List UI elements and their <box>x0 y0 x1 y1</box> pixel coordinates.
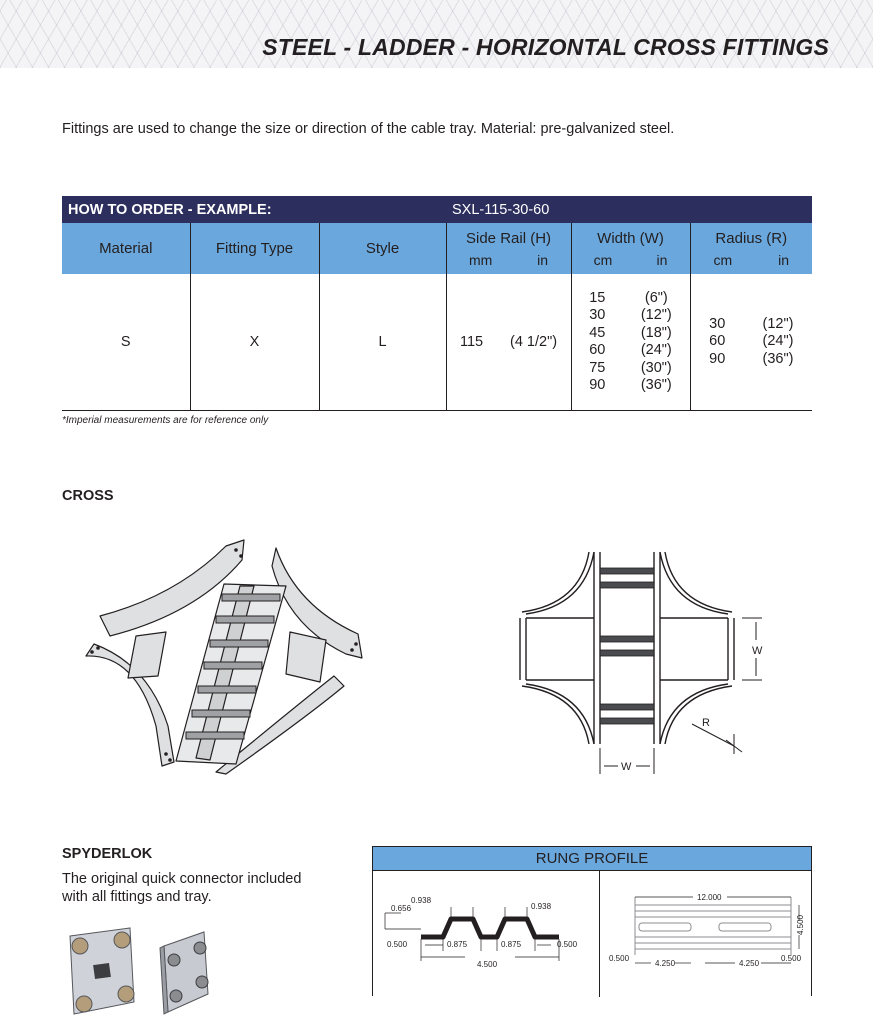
col-width <box>571 223 690 274</box>
col-side-rail-label: Side Rail (H) <box>466 229 552 247</box>
width-in-item: (30") <box>640 359 672 376</box>
col-radius-in: in <box>778 251 790 268</box>
col-side-rail <box>446 223 571 274</box>
plan-r-label: R <box>702 717 710 729</box>
plan-w-right-label: W <box>752 645 763 657</box>
how-to-order-heading: HOW TO ORDER - EXAMPLE: <box>62 196 446 223</box>
radius-in-item: (12") <box>762 315 794 332</box>
value-side-rail <box>446 274 571 411</box>
spyderlok-section-title: SPYDERLOK <box>62 846 153 862</box>
col-width-cm: cm <box>593 251 613 268</box>
col-style: Style <box>319 223 446 274</box>
col-side-rail-mm: mm <box>468 251 493 268</box>
rung-dim-0500-a: 0.500 <box>387 940 408 949</box>
radius-in-item: (24") <box>762 333 794 350</box>
how-to-order-table <box>62 196 812 411</box>
rung-profile-divider <box>599 871 600 997</box>
width-cm-item: 45 <box>589 324 606 341</box>
rung-dim-0656: 0.656 <box>391 904 412 913</box>
rung-plan-dim-0500-b: 0.500 <box>781 954 802 963</box>
value-style: L <box>319 274 446 411</box>
cross-section-title: CROSS <box>62 488 114 504</box>
width-in-item: (6") <box>644 289 668 306</box>
rung-dim-0875-a: 0.875 <box>447 940 468 949</box>
value-width <box>571 274 690 411</box>
cross-plan-drawing <box>514 548 764 778</box>
radius-cm-list <box>709 316 725 369</box>
rung-dim-0875-b: 0.875 <box>501 940 522 949</box>
spyderlok-description: The original quick connector included with all fittings and tray. <box>62 871 302 905</box>
width-in-item: (12") <box>640 307 672 323</box>
cross-isometric-drawing <box>76 536 366 776</box>
how-to-order-header-row <box>62 196 812 223</box>
rung-plan-dim-0500-a: 0.500 <box>609 954 630 963</box>
rung-profile-title: RUNG PROFILE <box>373 847 811 871</box>
width-in-list <box>641 290 672 395</box>
rung-profile-section-drawing <box>381 879 593 989</box>
width-cm-item: 75 <box>589 359 606 376</box>
plan-w-bottom-label: W <box>621 761 632 773</box>
col-width-label: Width (W) <box>597 229 664 247</box>
rung-dim-0938-a: 0.938 <box>411 896 432 905</box>
width-cm-item: 15 <box>589 289 606 306</box>
rung-profile-panel <box>372 846 812 996</box>
imperial-footnote: *Imperial measurements are for reference only <box>62 415 269 426</box>
col-fitting-type: Fitting Type <box>190 223 319 274</box>
width-cm-item: 60 <box>589 342 606 358</box>
value-side-rail-mm: 115 <box>459 334 484 350</box>
col-material: Material <box>62 223 190 274</box>
value-side-rail-in: (4 1/2") <box>510 334 558 350</box>
rung-plan-dim-4250-b: 4.250 <box>739 959 760 968</box>
col-width-in: in <box>656 251 668 268</box>
order-example-code: SXL-115-30-60 <box>446 196 812 223</box>
col-radius-label: Radius (R) <box>715 229 788 247</box>
width-in-item: (24") <box>640 342 672 358</box>
rung-dim-0938-b: 0.938 <box>531 902 552 911</box>
radius-cm-item: 90 <box>709 350 726 367</box>
column-header-row <box>62 223 812 274</box>
width-cm-item: 90 <box>589 377 606 393</box>
value-material: S <box>62 274 190 411</box>
rung-plan-dim-12000: 12.000 <box>697 893 722 902</box>
rung-profile-plan-drawing <box>605 877 811 993</box>
rung-plan-dim-4250-a: 4.250 <box>655 959 676 968</box>
col-radius-cm: cm <box>713 251 733 268</box>
width-cm-list <box>589 290 605 395</box>
width-in-item: (18") <box>640 324 672 341</box>
value-radius <box>690 274 812 411</box>
page-title: STEEL - LADDER - HORIZONTAL CROSS FITTINGS <box>262 34 829 60</box>
radius-cm-item: 60 <box>709 333 726 350</box>
intro-text: Fittings are used to change the size or direction of the cable tray. Material: pre-galvanized steel. <box>62 121 675 137</box>
col-radius <box>690 223 812 274</box>
spyderlok-connector-image <box>64 924 224 1020</box>
col-side-rail-in: in <box>537 251 549 268</box>
value-fitting-type: X <box>190 274 319 411</box>
radius-in-list <box>762 316 793 369</box>
values-row <box>62 274 812 411</box>
width-in-item: (36") <box>640 377 672 393</box>
rung-dim-4500: 4.500 <box>477 960 498 969</box>
width-cm-item: 30 <box>589 307 606 323</box>
rung-plan-dim-4500: 4.500 <box>796 914 805 935</box>
radius-in-item: (36") <box>762 350 794 367</box>
rung-dim-0500-b: 0.500 <box>557 940 578 949</box>
radius-cm-item: 30 <box>709 315 726 332</box>
